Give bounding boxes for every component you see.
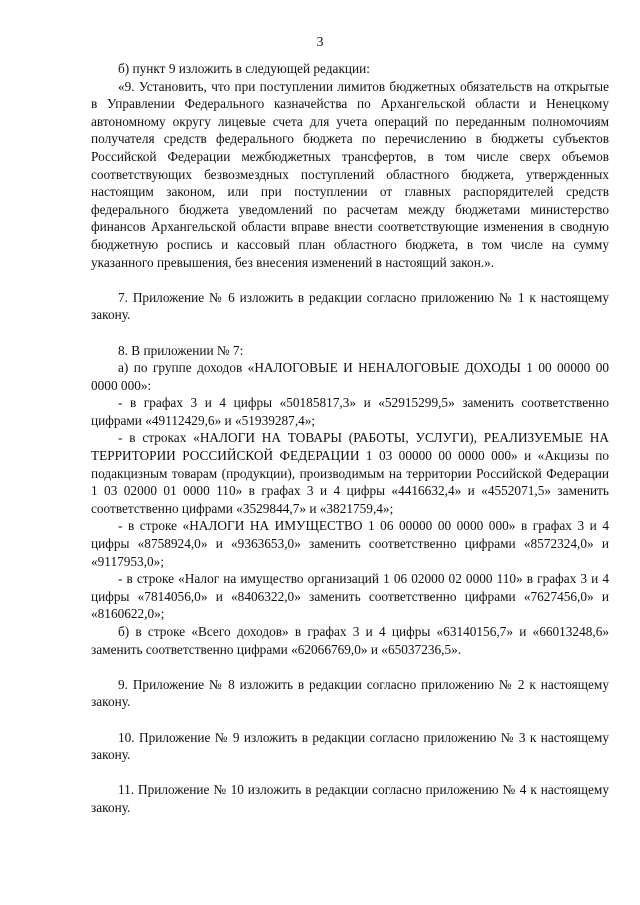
paragraph-item-10: 10. Приложение № 9 изложить в редакции согласно приложению № 3 к настоящему закону. [91, 729, 609, 763]
page-number: 3 [316, 35, 324, 50]
paragraph-item-11: 11. Приложение № 10 изложить в редакции согласно приложению № 4 к настоящему закону. [91, 782, 609, 815]
paragraph-point-9-text: «9. Установить, что при поступлении лимитов бюджетных обязательств на открытые в Управлении Федерального казначейства по Архангельской области и Ненецкому автономному округу лицевые счета для учета операций по переданным полномочиям получателя средств федерального бюджета по перечислению в бюджеты субъектов Российской Федерации межбюджетных трансфертов, в том числе сверх объемов соответствующих безвозмездных поступлений областного бюджета, утвержденных настоящим законом, или при поступлении от главных распорядителей средств федерального бюджета уведомлений по расчетам между бюджетами министерство финансов Архангельской области вправе внести соответствующие изменения в сводную бюджетную роспись и кассовый план областного бюджета, в том числе на сумму указанного превышения, без внесения изменений в настоящий закон.». [91, 78, 609, 270]
paragraph-item-8-a-2: - в строках «НАЛОГИ НА ТОВАРЫ (РАБОТЫ, УСЛУГИ), РЕАЛИЗУЕМЫЕ НА ТЕРРИТОРИИ РОССИЙСКОЙ ФЕДЕРАЦИИ 1 03 00000 00 0000 000» и «Акцизы по подакцизным товарам (продукции), производимым на территории Российской Федерации 1 03 02000 01 0000 110» в графах 3 и 4 цифры «4416632,4» и «4552071,5» заменить соответственно цифрами «3529844,7» и «3821759,4»; [91, 430, 609, 516]
paragraph-item-8-a: а) по группе доходов «НАЛОГОВЫЕ И НЕНАЛОГОВЫЕ ДОХОДЫ 1 00 00000 00 0000 000»: [91, 360, 609, 393]
paragraph-item-8-b: б) в строке «Всего доходов» в графах 3 и 4 цифры «63140156,7» и «66013248,6» заменить соответственно цифрами «62066769,0» и «65037236,5». [91, 624, 609, 657]
paragraph-item-9: 9. Приложение № 8 изложить в редакции согласно приложению № 2 к настоящему закону. [91, 676, 609, 710]
paragraph-item-8-a-3: - в строке «НАЛОГИ НА ИМУЩЕСТВО 1 06 00000 00 0000 000» в графах 3 и 4 цифры «8758924,0» и «9363653,0» заменить соответственно цифрами «8572324,0» и «9117953,0»; [91, 518, 609, 569]
paragraph-item-8: 8. В приложении № 7: [118, 342, 244, 358]
paragraph-item-7: 7. Приложение № 6 изложить в редакции согласно приложению № 1 к настоящему закону. [91, 289, 609, 323]
paragraph-item-8-a-1: - в графах 3 и 4 цифры «50185817,3» и «52915299,5» заменить соответственно цифрами «49112429,6» и «51939287,4»; [91, 395, 609, 428]
paragraph-subpoint-b-intro: б) пункт 9 изложить в следующей редакции: [118, 61, 370, 76]
document-body [91, 60, 609, 817]
paragraph-item-8-a-4: - в строке «Налог на имущество организаций 1 06 02000 02 0000 110» в графах 3 и 4 цифры «7814056,0» и «8406322,0» заменить соответственно цифрами «7627456,0» и «8160622,0»; [91, 571, 609, 622]
